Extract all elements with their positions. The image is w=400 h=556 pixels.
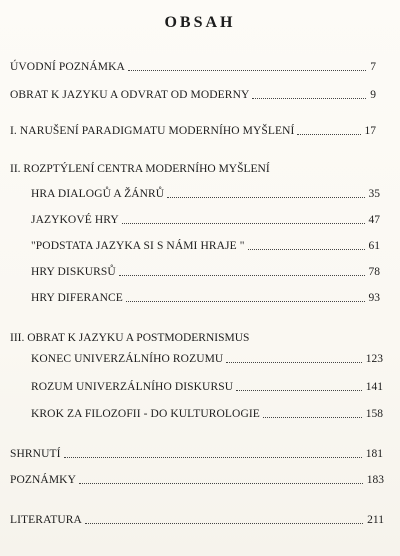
toc-entry-poznamky — [10, 473, 384, 487]
toc-page-number: 61 — [368, 240, 380, 252]
toc-entry-label: ÚVODNÍ POZNÁMKA — [10, 61, 125, 73]
toc-entry-label: HRA DIALOGŮ A ŽÁNRŮ — [31, 188, 165, 200]
toc-entry-label: JAZYKOVÉ HRY — [31, 214, 119, 226]
toc-section-part-3: III. OBRAT K JAZYKU A POSTMODERNISMUS — [10, 332, 250, 344]
toc-entry-hry-diferance — [31, 291, 380, 305]
toc-entry-literatura — [10, 513, 384, 527]
toc-entry-label: OBRAT K JAZYKU A ODVRAT OD MODERNY — [10, 89, 250, 101]
toc-entry-uvodni-poznamka — [10, 60, 376, 74]
dot-leader — [167, 197, 364, 198]
toc-entry-label: I. NARUŠENÍ PARADIGMATU MODERNÍHO MYŠLENÍ — [10, 125, 295, 137]
toc-page-number: 35 — [368, 188, 380, 200]
toc-page-number: 17 — [364, 125, 376, 137]
dot-leader — [126, 301, 365, 302]
dot-leader — [122, 223, 365, 224]
toc-entry-label: HRY DIFERANCE — [31, 292, 123, 304]
toc-page-number: 123 — [365, 353, 383, 365]
toc-entry-jazykove-hry — [31, 213, 380, 227]
toc-entry-label: SHRNUTÍ — [10, 448, 61, 460]
dot-leader — [79, 483, 363, 484]
toc-entry-krok-za-filozofii — [31, 407, 383, 421]
dot-leader — [226, 362, 361, 363]
toc-entry-label: POZNÁMKY — [10, 474, 76, 486]
dot-leader — [119, 275, 365, 276]
toc-page-number: 78 — [368, 266, 380, 278]
toc-page-number: 181 — [365, 448, 383, 460]
dot-leader — [248, 249, 365, 250]
toc-entry-rozum-diskursu — [31, 380, 383, 394]
toc-entry-konec-rozumu — [31, 352, 383, 366]
page-title: OBSAH — [164, 14, 236, 31]
toc-entry-hra-dialogu — [31, 187, 380, 201]
toc-entry-shrnuti — [10, 447, 383, 461]
dot-leader — [297, 134, 360, 135]
toc-page-number: 7 — [370, 61, 376, 73]
toc-page-number: 158 — [365, 408, 383, 420]
toc-entry-hry-diskursu — [31, 265, 380, 279]
dot-leader — [236, 390, 362, 391]
toc-entry-label: KONEC UNIVERZÁLNÍHO ROZUMU — [31, 353, 224, 365]
toc-entry-label: "PODSTATA JAZYKA SI S NÁMI HRAJE " — [31, 240, 245, 252]
dot-leader — [85, 523, 363, 524]
toc-entry-part-1 — [10, 124, 376, 138]
toc-page-number: 93 — [368, 292, 380, 304]
toc-entry-label: HRY DISKURSŮ — [31, 266, 116, 278]
dot-leader — [64, 457, 362, 458]
toc-page-number: 47 — [368, 214, 380, 226]
dot-leader — [128, 70, 366, 71]
toc-page-number: 141 — [365, 381, 383, 393]
dot-leader — [252, 98, 366, 99]
toc-entry-label: ROZUM UNIVERZÁLNÍHO DISKURSU — [31, 381, 234, 393]
toc-page-number: 9 — [370, 89, 376, 101]
toc-entry-label: KROK ZA FILOZOFII - DO KULTUROLOGIE — [31, 408, 260, 420]
toc-entry-label: LITERATURA — [10, 514, 82, 526]
toc-entry-obrat-k-jazyku — [10, 88, 376, 102]
toc-page-number: 211 — [367, 514, 384, 526]
dot-leader — [263, 417, 362, 418]
toc-entry-podstata-jazyka — [31, 239, 380, 253]
toc-page-number: 183 — [366, 474, 384, 486]
toc-section-part-2: II. ROZPTÝLENÍ CENTRA MODERNÍHO MYŠLENÍ — [10, 163, 270, 175]
